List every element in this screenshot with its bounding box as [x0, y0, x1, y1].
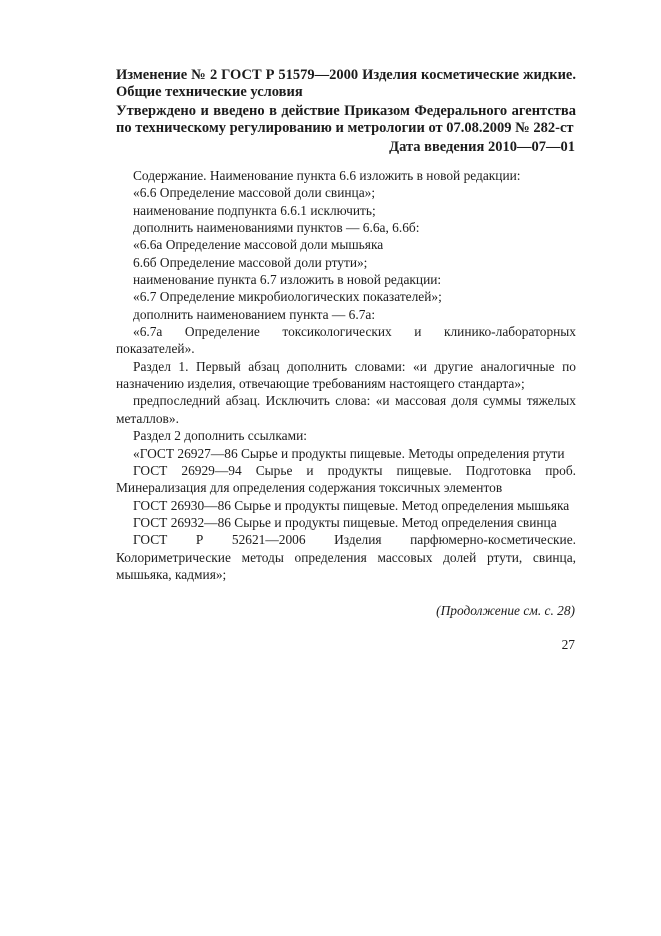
paragraph: наименование пункта 6.7 изложить в новой редакции:: [133, 272, 442, 288]
amendment-title: Изменение № 2 ГОСТ Р 51579—2000 Изделия косметические жидкие. Общие технические условия: [116, 67, 576, 100]
paragraph-section-1: Раздел 1. Первый абзац дополнить словами: «и другие аналогичные по назначению изделия, отвечающие требованиям настоящего стандарта»;: [116, 358, 576, 392]
paragraph: дополнить наименованием пункта — 6.7а:: [133, 306, 376, 322]
reference-gost-26930: ГОСТ 26930—86 Сырье и продукты пищевые. Метод определения мышьяка: [133, 497, 570, 513]
paragraph-section-2: Раздел 2 дополнить ссылками:: [133, 428, 307, 444]
page-number: 27: [561, 637, 575, 652]
paragraph: «6.6 Определение массовой доли свинца»;: [133, 185, 376, 201]
paragraph: «6.7а Определение токсикологических и клинико-лабораторных показателей».: [116, 324, 576, 357]
reference-gost-r-52621: ГОСТ Р 52621—2006 Изделия парфюмерно-косметические. Колориметрические методы определения массовых долей ртути, свинца, мышьяка, кадмия»;: [116, 532, 576, 582]
paragraph: предпоследний абзац. Исключить слова: «и массовая доля суммы тяжелых металлов».: [116, 393, 576, 426]
paragraph-contents: Содержание. Наименование пункта 6.6 изложить в новой редакции:: [133, 168, 521, 183]
paragraph: наименование подпункта 6.6.1 исключить;: [133, 202, 376, 218]
reference-gost-26927: «ГОСТ 26927—86 Сырье и продукты пищевые. Методы определения ртути: [133, 445, 565, 461]
paragraph: «6.6а Определение массовой доли мышьяка: [133, 237, 384, 253]
reference-gost-26929: ГОСТ 26929—94 Сырье и продукты пищевые. Подготовка проб. Минерализация для определения содержания токсичных элементов: [116, 462, 576, 496]
effective-date: Дата введения 2010—07—01: [389, 139, 575, 155]
amendment-body: [116, 167, 576, 583]
approval-statement: Утверждено и введено в действие Приказом Федерального агентства по техническому регулированию и метрологии от 07.08.2009 № 282-ст: [116, 103, 576, 136]
paragraph: «6.7 Определение микробиологических показателей»;: [133, 289, 442, 305]
paragraph: дополнить наименованиями пунктов — 6.6а, 6.6б:: [133, 220, 420, 236]
paragraph: 6.6б Определение массовой доли ртути»;: [133, 254, 368, 270]
continuation-note: (Продолжение см. с. 28): [436, 603, 575, 618]
reference-gost-26932: ГОСТ 26932—86 Сырье и продукты пищевые. Метод определения свинца: [133, 514, 557, 530]
